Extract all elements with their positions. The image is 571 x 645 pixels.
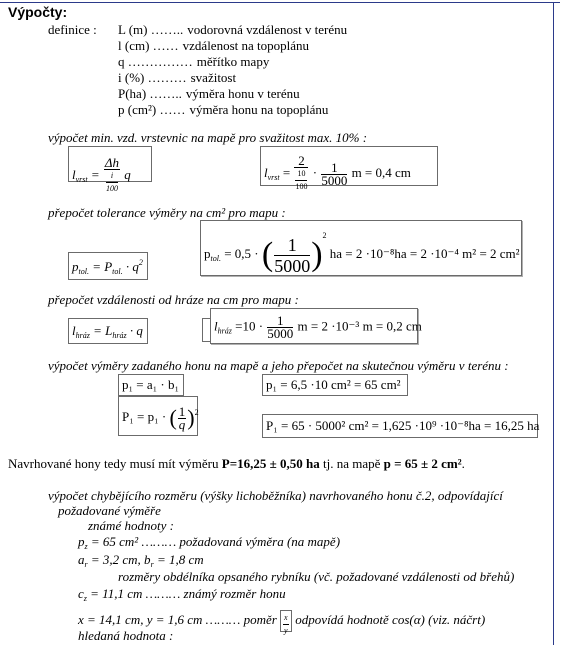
- definition-desc: svažitost: [190, 70, 237, 85]
- definition-row: [118, 54, 269, 70]
- cz-line: $c_z = 11,1$ cm ……… známý rozměr honu: [78, 586, 286, 603]
- sec3-formula-general: $l_{hráz} = L_{hráz} \cdot q$: [68, 318, 148, 344]
- definition-dots: ………: [144, 70, 187, 85]
- sec3-formula-result: $l_{hráz} =10$ · $\frac{1}{5000}$ m = 2 ·10⁻³ m = 0,2 cm: [210, 308, 418, 344]
- summary-line: Navrhované hony tedy musí mít výměru P=16,25 ± 0,50 ha tj. na mapě p = 65 ± 2 cm².: [8, 456, 465, 471]
- sec4-formula-p1-result: p₁ = 6,5 ·10 cm² = 65 cm²: [262, 374, 408, 396]
- definition-symbol: P(ha): [118, 86, 147, 101]
- sec4-heading: výpočet výměry zadaného honu na mapě a jeho přepočet na skutečnou výměru v terénu :: [48, 358, 509, 373]
- definition-row: [118, 102, 328, 118]
- definition-row: [118, 22, 347, 38]
- definitions-label: definice :: [48, 22, 97, 37]
- sec1-formula-result: $l_{vrst}$ = $\frac{2}{\frac{10}{100}}$ · $\frac{1}{5000}$ m = 0,4 cm: [260, 146, 438, 186]
- sec1-formula-general: $l_{vrst}$ = $\frac{\Delta h}{\frac{i}{100}}$ q: [68, 146, 152, 182]
- definition-symbol: l (cm): [118, 38, 150, 53]
- sec5-heading-line1: výpočet chybějícího rozměru (výšky lichoběžníka) navrhovaného honu č.2, odpovídající: [48, 488, 503, 503]
- definition-symbol: q: [118, 54, 125, 69]
- definition-symbol: p (cm²): [118, 102, 157, 117]
- sec4-formula-P1-result: P₁ = 65 · 5000² cm² = 1,625 ·10⁹ ·10⁻⁸ha = 16,25 ha: [262, 414, 538, 438]
- page-title: Výpočty:: [8, 4, 68, 20]
- definition-symbol: L (m): [118, 22, 148, 37]
- sec5-heading-line2: požadované výměře: [58, 503, 161, 518]
- definition-row: [118, 70, 236, 86]
- sec3-heading: přepočet vzdálenosti od hráze na cm pro mapu :: [48, 292, 299, 307]
- xy-fraction-box: $\frac{x}{y}$: [280, 610, 292, 632]
- definition-dots: ……………: [124, 54, 193, 69]
- sec2-formula-general: $p_{tol.} = P_{tol.} \cdot q^2$: [68, 252, 148, 280]
- rectangle-desc: rozměry obdélníka opsaného rybníku (vč. požadované vzdálenosti od břehů): [118, 569, 515, 584]
- right-rule: [553, 2, 554, 645]
- definition-desc: měřítko mapy: [196, 54, 270, 69]
- top-rule: [0, 2, 560, 3]
- sec1-heading: výpočet min. vzd. vrstevnic na mapě pro svažitost max. 10% :: [48, 130, 368, 145]
- definition-dots: ……..: [147, 22, 184, 37]
- definition-desc: vzdálenost na topoplánu: [182, 38, 310, 53]
- ar-br-line: $a_r = 3,2$ cm, $b_r = 1,8$ cm: [78, 552, 204, 569]
- definition-dots: ……: [149, 38, 179, 53]
- wanted-value-label: hledaná hodnota :: [78, 628, 174, 643]
- definition-dots: ……: [156, 102, 186, 117]
- definition-dots: ……..: [146, 86, 182, 101]
- sec4-formula-p1: p₁ = a₁ · b₁: [118, 374, 184, 396]
- definition-desc: výměra honu v terénu: [185, 86, 300, 101]
- definition-desc: vodorovná vzdálenost v terénu: [187, 22, 348, 37]
- definition-desc: výměra honu na topoplánu: [189, 102, 329, 117]
- known-values-label: známé hodnoty :: [88, 518, 174, 533]
- definition-row: [118, 38, 309, 54]
- definition-row: [118, 86, 300, 102]
- xy-line: x = 14,1 cm, y = 1,6 cm ……… poměr $\frac{x}{y}$ odpovídá hodnotě cos(α) (viz. náčrt): [78, 611, 486, 635]
- pz-line: $p_z = 65$ cm² ……… požadovaná výměra (na mapě): [78, 534, 341, 551]
- sec2-formula-result: $p_{tol.} = 0,5$ · ( $\frac{1}{5000}$ )$^2$ ha = 2 ·10⁻⁸ha = 2 ·10⁻⁴ m² = 2 cm²: [200, 220, 522, 276]
- definition-symbol: i (%): [118, 70, 145, 85]
- sec2-heading: přepočet tolerance výměry na cm² pro mapu :: [48, 205, 286, 220]
- sec4-formula-P1: P₁ = p₁ · ( $\frac{1}{q}$ )$^2$: [118, 396, 198, 436]
